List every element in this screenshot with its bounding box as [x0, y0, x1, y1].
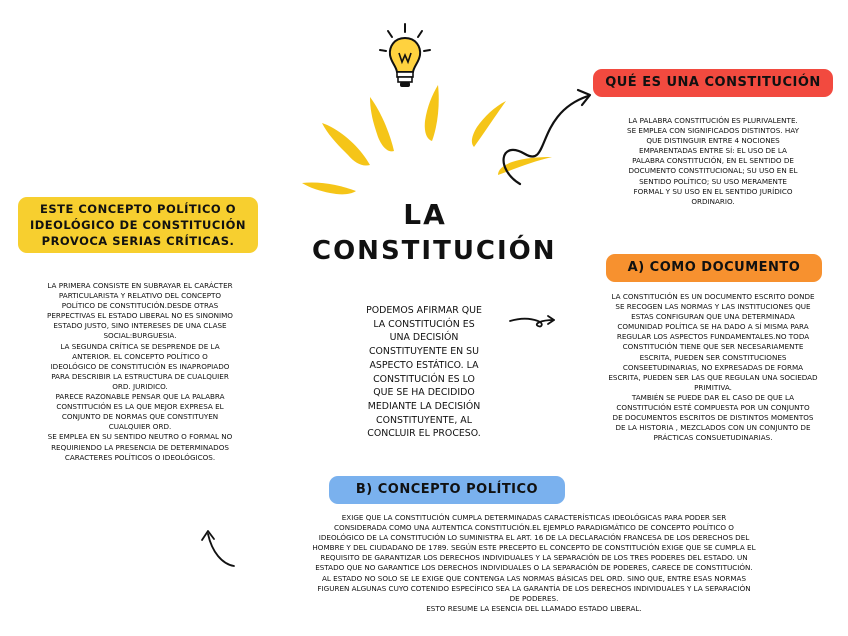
politico-text: EXIGE QUE LA CONSTITUCIÓN CUMPLA DETERMINADAS CARACTERÍSTICAS IDEOLÓGICAS PARA PODER SER CONSIDERADA COMO UNA AUTENTICA CONSTITUCIÓN.EL EJEMPLO PARADIGMÁTICO DE CONCEPTO POLÍTICO O IDEOLÓGICO DE LA CONSTITUCIÓN LO SUMINISTRA EL ART. 16 DE LA DECLARACIÓN FRANCESA DE LOS DERECHOS DEL HOMBRE Y DEL CIUDADANO DE 1789. SEGÚN ESTE PRECEPTO EL CONCEPTO DE CONSTITUCIÓN EXIGE QUE SE CUMPLA EL REQUISITO DE GARANTIZAR LOS DERECHOS INDIVIDUALES Y LA SEPARACIÓN DE LOS TRES PODERES DEL ESTADO. UN ESTADO QUE NO GARANTICE LOS DERECHOS INDIVIDUALES O LA SEPARACIÓN DE PODERES, CARECE DE CONSTITUCIÓN. AL ESTADO NO SOLO SE LE EXIGE QUE CONTENGA LAS NORMAS BÁSICAS DEL ORD. SINO QUE, ENTRE ESAS NORMAS FIGUREN ALGUNAS CUYO COTENIDO ESPECÍFICO SEA LA GARANTÍA DE LOS DERECHOS INDIVIDUALES Y LA SEPARACIÓN DE PODERES. ESTO RESUME LA ESENCIA DEL LLAMADO ESTADO LIBERAL. [312, 513, 756, 613]
que-es-heading: QUÉ ES UNA CONSTITUCIÓN [593, 69, 833, 97]
critica-heading: ESTE CONCEPTO POLÍTICO O IDEOLÓGICO DE CONSTITUCIÓN PROVOCA SERIAS CRÍTICAS. [18, 197, 258, 253]
politico-heading: B) CONCEPTO POLÍTICO [329, 476, 565, 504]
documento-heading: A) COMO DOCUMENTO [606, 254, 822, 282]
que-es-text: LA PALABRA CONSTITUCIÓN ES PLURIVALENTE. SE EMPLEA CON SIGNIFICADOS DISTINTOS. HAY QUE DISTINGUIR ENTRE 4 NOCIONES EMPARENTADAS ENTRE SÍ: EL USO DE LA PALABRA CONSTITUCIÓN, EN EL SENTIDO DE DOCUMENTO CONSTITUCIONAL; SU USO EN EL SENTIDO POLÍTICO; SU USO MERAMENTE FORMAL Y SU USO EN EL SENTIDO JURÍDICO ORDINARIO. [627, 116, 799, 206]
main-title-line1: LA [403, 198, 447, 231]
documento-text: LA CONSTITUCIÓN ES UN DOCUMENTO ESCRITO DONDE SE RECOGEN LAS NORMAS Y LAS INSTITUCIONES QUE ESTAS CONFIGURAN QUE UNA DETERMINADA COMUNIDAD POLÍTICA SE HA DADO A SÍ MISMA PARA REGULAR LOS ASPECTOS FUNDAMENTALES.NO TODA CONSTITUCIÓN TIENE QUE SER NECESARIAMENTE ESCRITA, PUEDEN SER CONSTITUCIONES CONSEETUDINARIAS, NO EXPRESADAS DE FORMA ESCRITA, PUEDEN SER LAS QUE REGULAN UNA SOCIEDAD PRIMITIVA. TAMBIÉN SE PUEDE DAR EL CASO DE QUE LA CONSTITUCIÓN ESTÉ COMPUESTA POR UN CONJUNTO DE DOCUMENTOS ESCRITOS DE DISTINTOS MOMENTOS DE LA HISTORIA , MEZCLADOS CON UN CONJUNTO DE PRÁCTICAS CONSUETUDINARIAS. [608, 292, 818, 443]
critica-text: LA PRIMERA CONSISTE EN SUBRAYAR EL CARÁCTER PARTICULARISTA Y RELATIVO DEL CONCEPTO POLÍTICO DE CONSTITUCIÓN.DESDE OTRAS PERPECTIVAS EL ESTADO LIBERAL NO ES SINONIMO ESTADO JUSTO, SINO INTERESES DE UNA CLASE SOCIAL:BURGUESIA. LA SEGUNDA CRÍTICA SE DESPRENDE DE LA ANTERIOR. EL CONCEPTO POLÍTICO O IDEOLÓGICO DE CONSTITUCIÓN ES INAPROPIADO PARA DESCRIBIR LA ESTRUCTURA DE CUALQUIER ORD. JURIDICO. PARECE RAZONABLE PENSAR QUE LA PALABRA CONSTITUCIÓN ES LA QUE MEJOR EXPRESA EL CONJUNTO DE NORMAS QUE CONSTITUYEN CUALQUIER ORD. SE EMPLEA EN SU SENTIDO NEUTRO O FORMAL NO REQUIRIENDO LA PRESENCIA DE DETERMINADOS CARACTERES POLÍTICOS O IDEOLÓGICOS. [47, 281, 233, 462]
squiggle-arrow-icon [508, 310, 556, 332]
center-text: PODEMOS AFIRMAR QUE LA CONSTITUCIÓN ES UNA DECISIÓN CONSTITUYENTE EN SU ASPECTO ESTÁTICO. LA CONSTITUCIÓN ES LO QUE SE HA DECIDIDO MEDIANTE LA DECISIÓN CONSTITUYENTE, AL CONCLUIR EL PROCESO. [366, 305, 482, 440]
bottom-arrow-icon [198, 522, 238, 570]
curved-arrow-icon [490, 84, 600, 194]
main-title-line2: CONSTITUCIÓN [312, 236, 557, 266]
